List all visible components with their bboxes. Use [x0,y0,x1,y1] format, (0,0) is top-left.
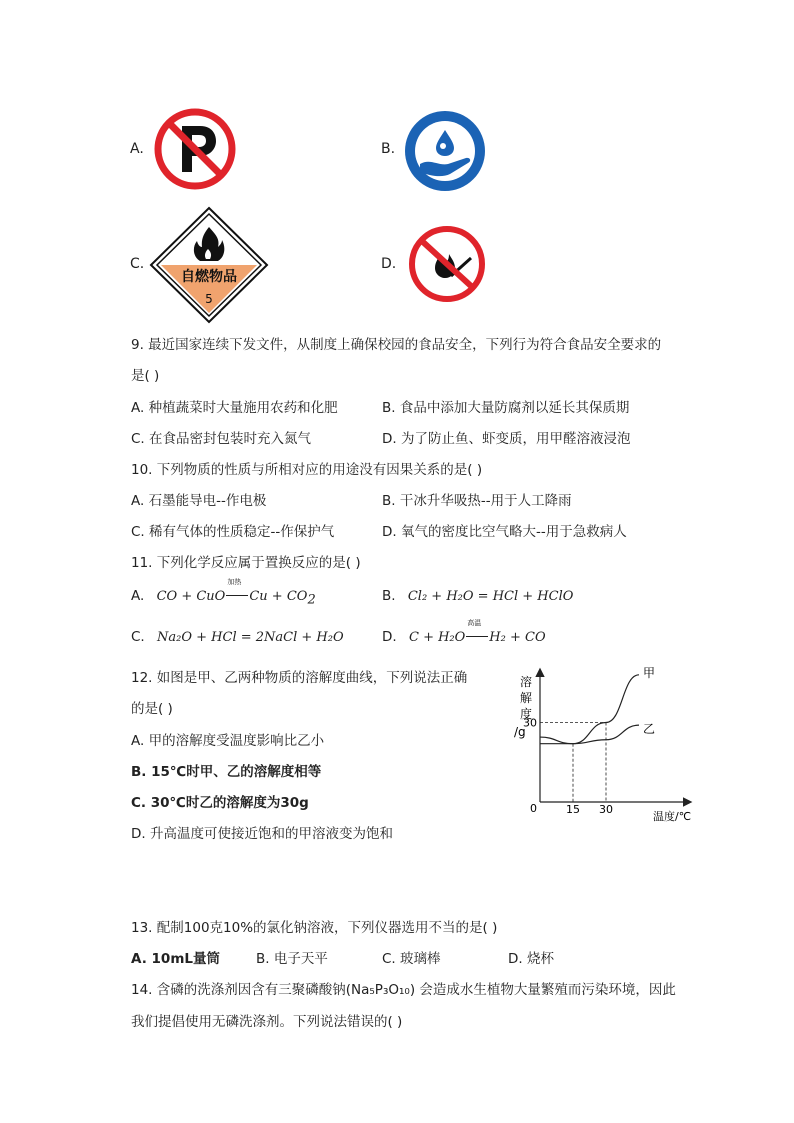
option-d-label: D. [381,256,397,272]
q13-option-c: C. 玻璃棒 [382,951,441,967]
q9-option-b: B. 食品中添加大量防腐剂以延长其保质期 [382,400,630,416]
y-axis-label-unit: /g [514,725,526,739]
q10-option-d: D. 氧气的密度比空气略大--用于急救病人 [382,524,627,540]
q13-option-d: D. 烧杯 [508,951,554,967]
q10-option-c: C. 稀有气体的性质稳定--作保护气 [131,524,335,540]
q9-option-c: C. 在食品密封包装时充入氮气 [131,431,312,447]
series-label-2: 乙 [643,722,656,737]
solubility-curve-chart [500,662,700,827]
q12-option-c: C. 30℃时乙的溶解度为30g [131,795,309,811]
series-curve-2 [540,725,639,744]
q12-stem-line2: 的是( ) [131,701,173,717]
option-c-label: C. [130,256,145,272]
q11-option-d-left: C + H₂O [408,630,466,645]
hazard-class-number: 5 [205,292,213,306]
no-parking-sign-icon [152,106,238,192]
q11-option-b-label: B. [382,588,396,604]
q12-option-b: B. 15℃时甲、乙的溶解度相等 [131,764,322,780]
q11-option-b [382,588,573,604]
q10-stem: 10. 下列物质的性质与所相对应的用途没有因果关系的是( ) [131,462,483,478]
q14-stem-line2: 我们提倡使用无磷洗涤剂。下列说法错误的( ) [131,1014,403,1030]
q11-option-d-condition: 高温 [465,629,489,645]
hazard-class-text: 自燃物品 [181,269,237,285]
option-b-label: B. [381,141,396,157]
q12-stem-line1: 12. 如图是甲、乙两种物质的溶解度曲线，下列说法正确 [131,670,468,686]
x-axis-label: 温度/℃ [653,810,692,823]
no-open-flame-sign-icon [405,224,489,304]
q11-option-b-equation: Cl₂ + H₂O = HCl + HClO [407,589,574,604]
q9-option-d: D. 为了防止鱼、虾变质，用甲醛溶液浸泡 [382,431,631,447]
q10-option-a: A. 石墨能导电--作电极 [131,493,267,509]
q13-option-b: B. 电子天平 [256,951,328,967]
q11-option-c-label: C. [131,629,145,645]
q11-option-c [131,629,344,645]
q11-option-a-sub: 2 [307,592,316,608]
y-axis-label-char-3: 度 [520,707,533,721]
flammable-solid-hazard-sign-icon [148,205,270,325]
q13-option-a: A. 10mL量筒 [131,951,220,967]
q11-option-d-right: H₂ + CO [489,630,546,645]
q9-stem-line2: 是( ) [131,368,160,384]
q11-option-a-right: Cu + CO [249,589,308,604]
x-tick-label-30: 30 [599,803,613,816]
y-axis-label-char-1: 溶 [520,675,533,689]
q11-option-c-equation: Na₂O + HCl = 2NaCl + H₂O [157,630,344,645]
series-curve-1 [540,675,639,744]
q12-option-d: D. 升高温度可使接近饱和的甲溶液变为饱和 [131,826,393,842]
q10-option-b: B. 干冰升华吸热--用于人工降雨 [382,493,572,509]
q9-option-a: A. 种植蔬菜时大量施用农药和化肥 [131,400,338,416]
q11-option-a-label: A. [131,588,145,604]
option-a-label: A. [130,141,144,157]
q12-option-a: A. 甲的溶解度受温度影响比乙小 [131,733,325,749]
y-axis-label-char-2: 解 [520,691,533,705]
q11-option-a-left: CO + CuO [156,589,226,604]
series-label-1: 甲 [643,665,656,680]
q11-option-a [131,578,316,608]
q13-stem: 13. 配制100克10%的氯化钠溶液，下列仪器选用不当的是( ) [131,920,498,936]
q9-stem-line1: 9. 最近国家连续下发文件，从制度上确保校园的食品安全，下列行为符合食品安全要求的 [131,337,662,353]
q14-stem-line1: 14. 含磷的洗涤剂因含有三聚磷酸钠(Na₅P₃O₁₀) 会造成水生植物大量繁殖而污染环境，因此 [131,982,676,998]
q11-option-d-label: D. [382,629,397,645]
q11-option-a-condition: 加热 [225,588,249,604]
q11-option-d [382,619,546,645]
x-tick-label-15: 15 [566,803,580,816]
q11-stem: 11. 下列化学反应属于置换反应的是( ) [131,555,361,571]
water-saving-sign-icon [402,108,488,194]
origin-label: 0 [530,802,537,815]
y-tick-label-30: 30 [523,716,537,730]
